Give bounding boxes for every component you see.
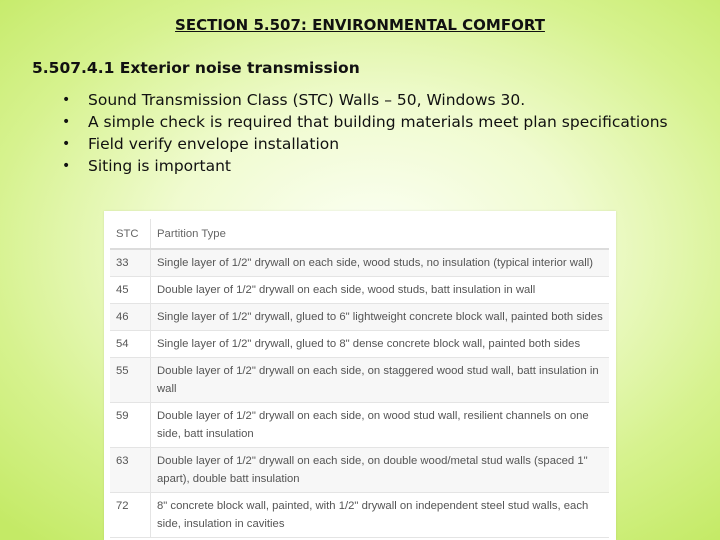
table-row bbox=[110, 277, 609, 304]
stc-value: 46 bbox=[110, 304, 151, 331]
bullet-dot-icon: • bbox=[62, 114, 71, 130]
bullet-item bbox=[62, 155, 668, 177]
bullet-text: Field verify envelope installation bbox=[88, 135, 340, 153]
stc-value: 63 bbox=[110, 448, 151, 493]
stc-value: 33 bbox=[110, 249, 151, 277]
bullet-dot-icon: • bbox=[62, 92, 71, 108]
partition-type: Double layer of 1/2" drywall on each side, on double wood/metal stud walls (spaced 1" apart), double batt insulation bbox=[151, 448, 610, 493]
stc-value: 54 bbox=[110, 331, 151, 358]
stc-value: 45 bbox=[110, 277, 151, 304]
bullet-list bbox=[62, 89, 668, 177]
stc-value: 55 bbox=[110, 358, 151, 403]
slide-title-text: SECTION 5.507: ENVIRONMENTAL COMFORT bbox=[175, 16, 545, 34]
bullet-text: Sound Transmission Class (STC) Walls – 50, Windows 30. bbox=[88, 91, 526, 109]
column-header-stc: STC bbox=[110, 219, 151, 249]
partition-type: Single layer of 1/2" drywall, glued to 6" lightweight concrete block wall, painted both sides bbox=[151, 304, 610, 331]
stc-table-image bbox=[104, 211, 616, 540]
bullet-text: A simple check is required that building materials meet plan specifications bbox=[88, 113, 668, 131]
table-row bbox=[110, 249, 609, 277]
bullet-text: Siting is important bbox=[88, 157, 232, 175]
stc-value: 59 bbox=[110, 403, 151, 448]
section-heading: 5.507.4.1 Exterior noise transmission bbox=[32, 59, 360, 77]
bullet-dot-icon: • bbox=[62, 136, 71, 152]
table-row bbox=[110, 358, 609, 403]
column-header-partition-type: Partition Type bbox=[151, 219, 610, 249]
table-row bbox=[110, 304, 609, 331]
table-header-row bbox=[110, 219, 609, 249]
partition-type: Single layer of 1/2" drywall, glued to 8" dense concrete block wall, painted both sides bbox=[151, 331, 610, 358]
bullet-dot-icon: • bbox=[62, 158, 71, 174]
table-row bbox=[110, 448, 609, 493]
stc-table bbox=[110, 219, 609, 538]
partition-type: Single layer of 1/2" drywall on each side, wood studs, no insulation (typical interior wall) bbox=[151, 249, 610, 277]
slide-title bbox=[0, 16, 720, 34]
stc-value: 72 bbox=[110, 493, 151, 538]
bullet-item bbox=[62, 89, 668, 111]
partition-type: Double layer of 1/2" drywall on each side, on wood stud wall, resilient channels on one side, batt insulation bbox=[151, 403, 610, 448]
partition-type: Double layer of 1/2" drywall on each side, on staggered wood stud wall, batt insulation in wall bbox=[151, 358, 610, 403]
table-row bbox=[110, 493, 609, 538]
partition-type: Double layer of 1/2" drywall on each side, wood studs, batt insulation in wall bbox=[151, 277, 610, 304]
partition-type: 8" concrete block wall, painted, with 1/2" drywall on independent steel stud walls, each side, insulation in cavities bbox=[151, 493, 610, 538]
bullet-item bbox=[62, 111, 668, 133]
bullet-item bbox=[62, 133, 668, 155]
table-row bbox=[110, 331, 609, 358]
table-row bbox=[110, 403, 609, 448]
